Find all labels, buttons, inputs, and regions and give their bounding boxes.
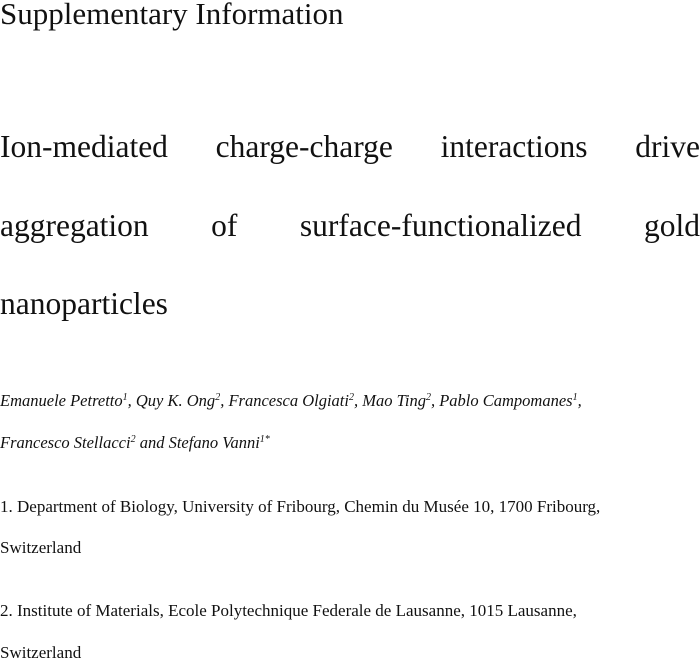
supplementary-heading: Supplementary Information (0, 0, 344, 31)
author-separator: , (353, 391, 363, 410)
affiliation-1-line-1: 1. Department of Biology, University of Fribourg, Chemin du Musée 10, 1700 Fribourg, (0, 497, 601, 516)
author-name: Emanuele Petretto (0, 391, 123, 410)
author-affiliation-mark: 1* (259, 434, 270, 445)
author-name: Quy K. Ong (135, 391, 216, 410)
author-separator: , (127, 391, 136, 410)
author-affiliation-mark: 2 (348, 392, 354, 403)
author-name: Stefano Vanni (168, 433, 260, 452)
author-affiliation-mark: 2 (425, 392, 431, 403)
affiliation-2-line-1: 2. Institute of Materials, Ecole Polytechnique Federale de Lausanne, 1015 Lausanne, (0, 601, 577, 620)
author-affiliation-mark: 2 (130, 434, 136, 445)
title-word: interactions (440, 129, 588, 164)
author-name: Francesca Olgiati (228, 391, 349, 410)
title-line-3 (0, 286, 700, 322)
affiliation-2-line-2: Switzerland (0, 643, 82, 662)
title-word: of (211, 208, 238, 243)
author-separator: and (135, 433, 169, 452)
author-separator: , (577, 391, 582, 410)
title-word: aggregation (0, 208, 149, 243)
title-word: charge-charge (215, 129, 393, 164)
author-separator: , (430, 391, 440, 410)
author-name: Mao Ting (362, 391, 426, 410)
author-affiliation-mark: 2 (215, 392, 221, 403)
title-word: nanoparticles (0, 286, 168, 321)
author-affiliation-mark: 1 (572, 392, 578, 403)
affiliation-1-line-2: Switzerland (0, 538, 82, 557)
title-word: surface-functionalized (299, 208, 582, 243)
title-word: drive (635, 129, 700, 164)
author-separator: , (220, 391, 229, 410)
title-word: Ion-mediated (0, 129, 168, 164)
title-line-2 (0, 208, 700, 244)
author-name: Francesco Stellacci (0, 433, 131, 452)
author-name: Pablo Campomanes (439, 391, 573, 410)
title-line-1 (0, 129, 700, 165)
author-line-1 (0, 391, 582, 411)
author-affiliation-mark: 1 (122, 392, 128, 403)
title-word: gold (643, 208, 700, 243)
author-line-2 (0, 433, 270, 453)
